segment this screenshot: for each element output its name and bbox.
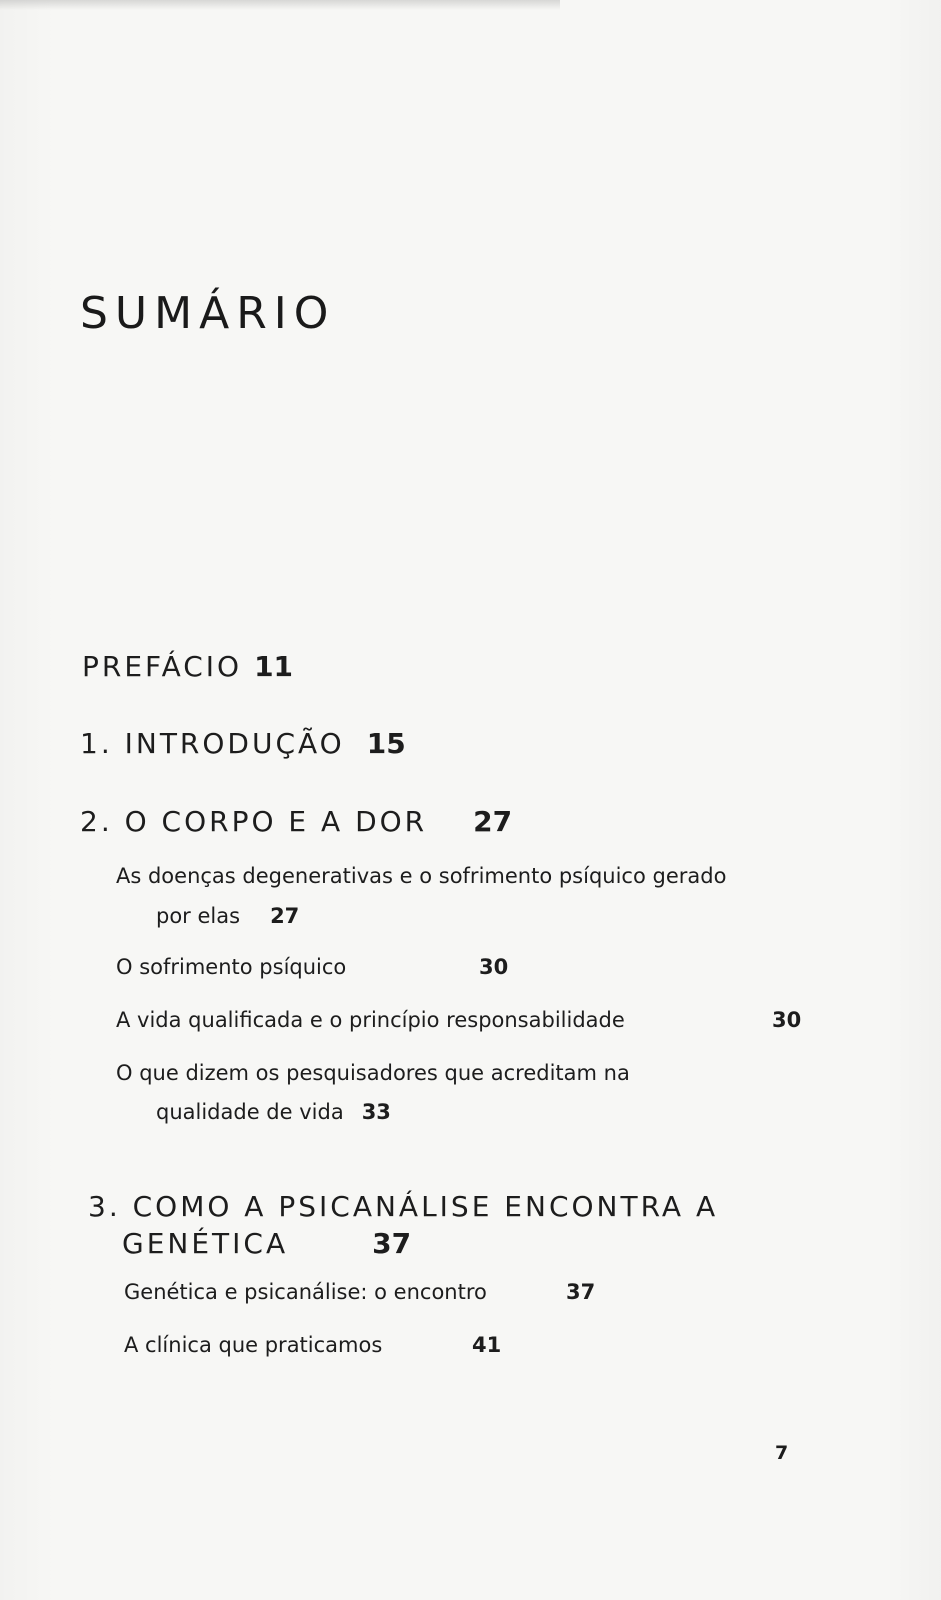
toc-entry-page: 15 <box>366 727 406 760</box>
toc-section-text: O sofrimento psíquico <box>116 955 347 979</box>
page-number-label: 30 <box>772 1008 802 1032</box>
toc-section-line: O que dizem os pesquisadores que acreditam na <box>116 1061 630 1085</box>
toc-entry-page: 11 <box>254 650 294 683</box>
toc-entry-title: 1. INTRODUÇÃO <box>80 727 345 760</box>
toc-section-line: As doenças degenerativas e o sofrimento psíquico gerado <box>116 864 727 888</box>
toc-entry-chapter-2 <box>80 805 512 838</box>
toc-entry-prefacio <box>82 650 293 683</box>
toc-section <box>124 1333 382 1357</box>
toc-entry-chapter-3-continuation <box>122 1227 411 1260</box>
toc-section-text: qualidade de vida <box>156 1100 344 1124</box>
toc-section-continuation <box>156 1100 391 1124</box>
toc-entry-title: 3. COMO A PSICANÁLISE ENCONTRA A <box>88 1190 719 1223</box>
toc-section-text: A vida qualificada e o princípio responsabilidade <box>116 1008 625 1032</box>
page-number-label: 37 <box>566 1280 596 1304</box>
toc-section-page <box>472 1333 501 1357</box>
page-number-label: 41 <box>472 1333 502 1357</box>
folio-page-number: 7 <box>775 1442 789 1464</box>
toc-section <box>116 955 346 979</box>
toc-entry-title: 2. O CORPO E A DOR <box>80 805 428 838</box>
toc-entry-chapter-1 <box>80 727 406 760</box>
toc-section-page <box>566 1280 595 1304</box>
toc-section-page <box>772 1008 801 1032</box>
toc-section-text: Genética e psicanálise: o encontro <box>124 1280 487 1304</box>
page-number-label: 30 <box>479 955 509 979</box>
toc-entry-page: 37 <box>372 1227 412 1260</box>
toc-entry-chapter-3 <box>88 1190 718 1223</box>
toc-section-page <box>479 955 508 979</box>
scan-edge-shadow <box>0 0 560 10</box>
toc-section <box>116 1008 625 1032</box>
toc-section-continuation <box>156 904 299 928</box>
toc-section-page: 33 <box>361 1100 391 1124</box>
toc-section <box>124 1280 487 1304</box>
toc-section-page: 27 <box>270 904 300 928</box>
page-title: SUMÁRIO <box>80 288 336 339</box>
toc-section-text: A clínica que praticamos <box>124 1333 383 1357</box>
toc-entry-title: GENÉTICA <box>122 1227 289 1260</box>
toc-entry-page: 27 <box>473 805 513 838</box>
toc-section-text: por elas <box>156 904 241 928</box>
toc-entry-title: PREFÁCIO <box>82 650 243 683</box>
